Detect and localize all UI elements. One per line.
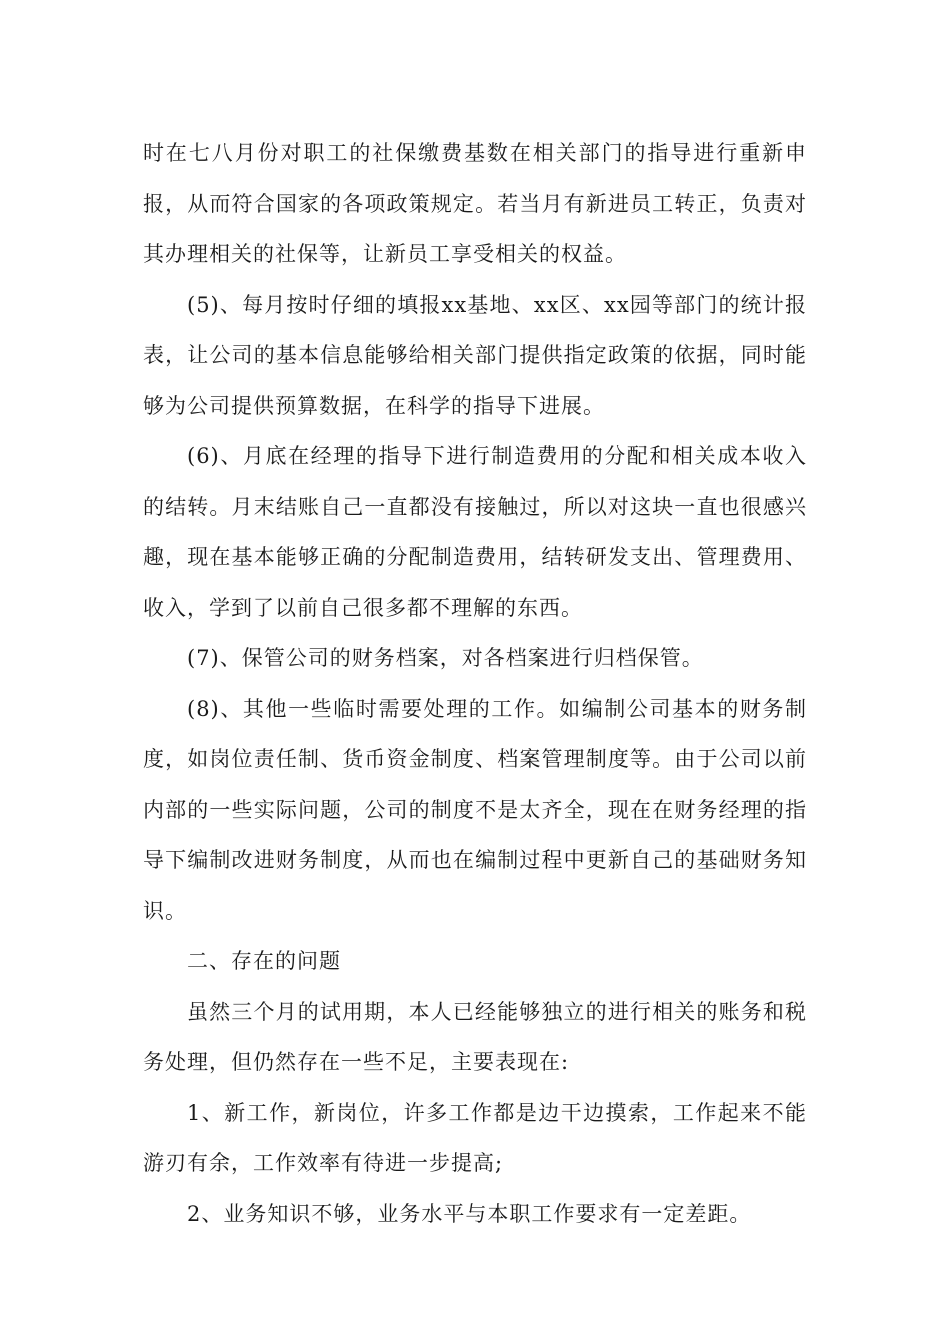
paragraph-problems-intro: 虽然三个月的试用期，本人已经能够独立的进行相关的账务和税务处理，但仍然存在一些不足，主要表现在:: [143, 999, 807, 1074]
document-body: [143, 128, 807, 1239]
paragraph-item-5-statistics-reports: (5)、每月按时仔细的填报xx基地、xx区、xx园等部门的统计报表，让公司的基本信息能够给相关部门提供指定政策的依据，同时能够为公司提供预算数据，在科学的指导下进展。: [143, 292, 807, 418]
paragraph-problem-1: 1、新工作，新岗位，许多工作都是边干边摸索，工作起来不能游刃有余，工作效率有待进一步提高;: [143, 1100, 807, 1175]
paragraph-item-6-month-end-closing: (6)、月底在经理的指导下进行制造费用的分配和相关成本收入的结转。月末结账自己一直都没有接触过，所以对这块一直也很感兴趣，现在基本能够正确的分配制造费用，结转研发支出、管理费用、收入，学到了以前自己很多都不理解的东西。: [143, 444, 807, 620]
paragraph-item-8-other-tasks: (8)、其他一些临时需要处理的工作。如编制公司基本的财务制度，如岗位责任制、货币资金制度、档案管理制度等。由于公司以前内部的一些实际问题，公司的制度不是太齐全，现在在财务经理的指导下编制改进财务制度，从而也在编制过程中更新自己的基础财务知识。: [143, 696, 807, 923]
paragraph-problem-2: 2、业务知识不够，业务水平与本职工作要求有一定差距。: [187, 1201, 752, 1226]
paragraph-continued-social-security: 时在七八月份对职工的社保缴费基数在相关部门的指导进行重新申报，从而符合国家的各项政策规定。若当月有新进员工转正，负责对其办理相关的社保等，让新员工享受相关的权益。: [143, 141, 807, 266]
paragraph-item-7-financial-archives: (7)、保管公司的财务档案，对各档案进行归档保管。: [187, 646, 704, 670]
section-heading-existing-problems: 二、存在的问题: [187, 949, 341, 973]
